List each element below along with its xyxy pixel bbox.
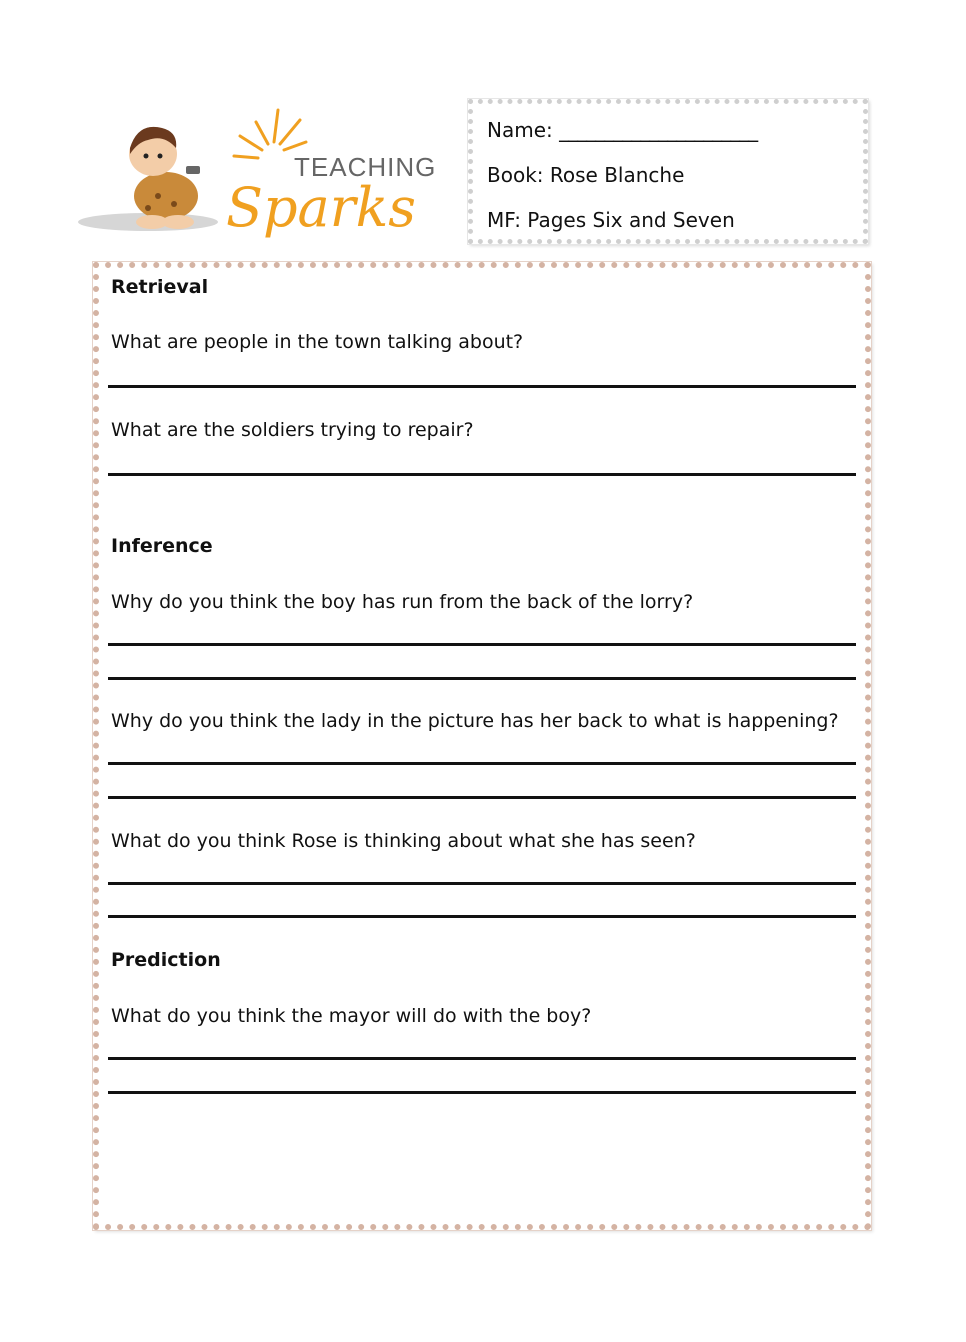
answer-line[interactable] <box>108 473 856 476</box>
mf-line: MF: Pages Six and Seven <box>487 208 735 232</box>
retrieval-question-2: What are the soldiers trying to repair? <box>111 419 474 441</box>
answer-line[interactable] <box>108 385 856 388</box>
name-label: Name: <box>487 118 553 142</box>
teaching-sparks-logo <box>78 104 438 244</box>
answer-line[interactable] <box>108 915 856 918</box>
inference-heading: Inference <box>111 535 213 557</box>
book-line: Book: Rose Blanche <box>487 163 685 187</box>
logo-sparks-text: Sparks <box>226 176 417 239</box>
prediction-question-1: What do you think the mayor will do with the boy? <box>111 1005 592 1027</box>
retrieval-heading: Retrieval <box>111 276 209 298</box>
answer-line[interactable] <box>108 1057 856 1060</box>
spark-rays-icon <box>234 110 306 158</box>
name-blank: ______________________ <box>559 118 758 142</box>
name-line[interactable] <box>487 116 863 161</box>
prediction-heading: Prediction <box>111 949 221 971</box>
inference-question-3: What do you think Rose is thinking about what she has seen? <box>111 830 696 852</box>
worksheet-frame <box>93 262 871 1230</box>
inference-question-2: Why do you think the lady in the picture has her back to what is happening? <box>111 710 839 732</box>
answer-line[interactable] <box>108 762 856 765</box>
answer-line[interactable] <box>108 677 856 680</box>
inference-question-1: Why do you think the boy has run from the back of the lorry? <box>111 591 694 613</box>
student-info-box <box>468 99 868 244</box>
answer-line[interactable] <box>108 1091 856 1094</box>
retrieval-question-1: What are people in the town talking about? <box>111 331 524 353</box>
answer-line[interactable] <box>108 796 856 799</box>
logo-teaching-text: TEACHING <box>294 152 437 182</box>
answer-line[interactable] <box>108 643 856 646</box>
answer-line[interactable] <box>108 882 856 885</box>
